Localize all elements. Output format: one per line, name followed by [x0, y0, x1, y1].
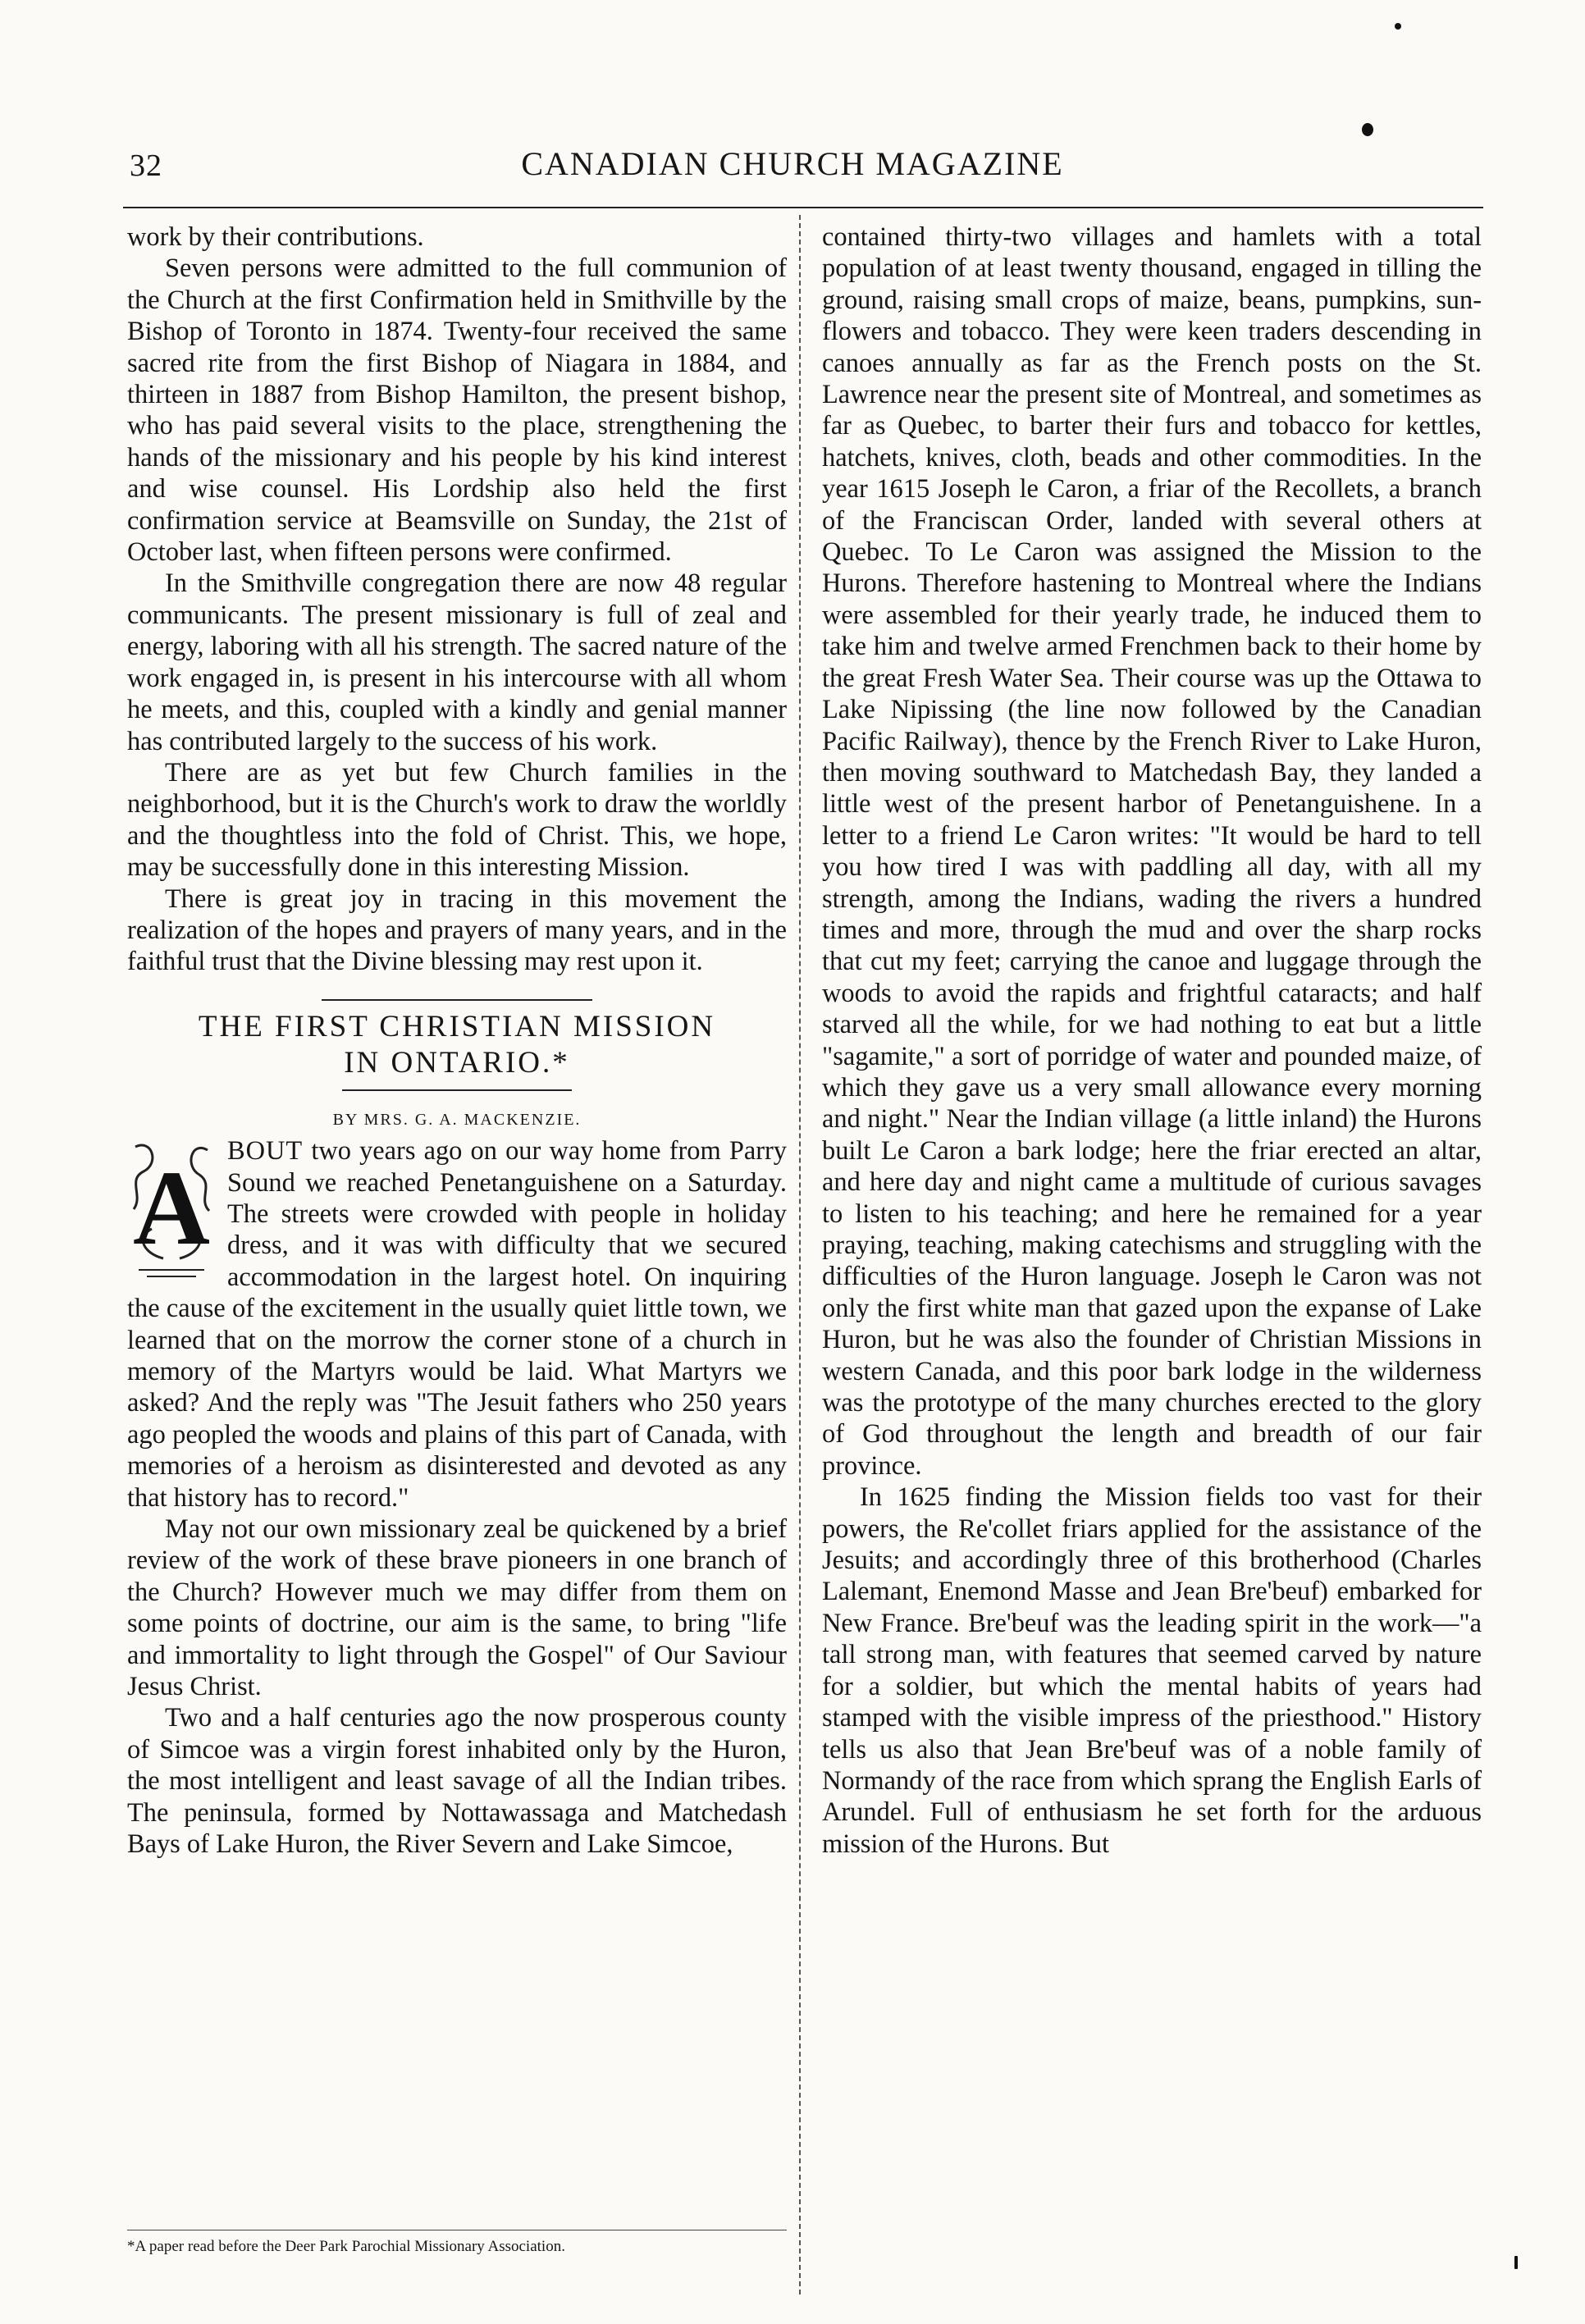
- article-title-line1: THE FIRST CHRISTIAN MISSION: [198, 1009, 716, 1043]
- paragraph: There is great joy in tracing in this movement the realization of the hopes and prayers of many years, and in the faithful trust that the Divine blessing may rest upon it.: [127, 883, 787, 977]
- lead-paragraph-text: two years ago on our way home from Parry Sound we reached Penetanguishene on a Saturday. The streets were crowded with people in holiday dress, and it was with difficulty that we secured accommodation in the largest hotel. On inquiring the cause of the excitement in the usually quiet little town, we learned that on the morrow the corner stone of a church in memory of the Martyrs would be laid. What Martyrs we asked? And the reply was "The Jesuit fathers who 250 years ago peopled the woods and plains of this part of Canada, with memories of a heroism as disinterested and devoted as any that history has to record.": [127, 1136, 787, 1513]
- ink-dot-header: [1362, 123, 1373, 136]
- running-head: CANADIAN CHURCH MAGAZINE: [521, 145, 1064, 182]
- dropcap-letter: A: [133, 1149, 210, 1268]
- column-divider: [799, 215, 801, 2294]
- paragraph: Two and a half centuries ago the now prosperous county of Simcoe was a virgin forest inhabited only by the Huron, the most intelligent and least savage of all the Indian tribes. The peninsula, formed by Nottawassaga and Matchedash Bays of Lake Huron, the River Severn and Lake Simcoe,: [127, 1703, 787, 1860]
- title-rule: [342, 1089, 572, 1091]
- paragraph: May not our own missionary zeal be quickened by a brief review of the work of these brave pioneers in one branch of the Church? However much we may differ from them on some points of doctrine, our aim is the same, to bring "life and immortality to light through the Gospel" of Our Saviour Jesus Christ.: [127, 1514, 787, 1702]
- paragraph: Seven persons were admitted to the full communion of the Church at the first Confirmation held in Smithville by the Bishop of Toronto in 1874. Twenty-four received the same sacred rite from the first Bishop of Niagara in 1884, and thirteen in 1887 from Bishop Hamilton, the present bishop, who has paid several visits to the place, strengthening the hands of the missionary and his people by his kind interest and wise counsel. His Lordship also held the first confirmation service at Beamsville on Sunday, the 21st of October last, when fifteen persons were confirmed.: [127, 253, 787, 568]
- paragraph: There are as yet but few Church families in the neighborhood, but it is the Church's work to draw the worldly and the thoughtless into the fold of Christ. This, we hope, may be successfully done in this interesting Mission.: [127, 757, 787, 883]
- dropcap-ornament: [127, 1139, 216, 1283]
- paragraph: In 1625 finding the Mission fields too vast for their powers, the Re'collet friars applied for the assistance of the Jesuits; and accordingly three of this brotherhood (Charles Lalemant, Enemond Masse and Jean Bre'beuf) embarked for New France. Bre'beuf was the leading spirit in the work—"a tall strong man, with features that seemed carved by nature for a soldier, but which the mental habits of years had stamped with the visible impress of the priesthood." History tells us also that Jean Bre'beuf was of a noble family of Normandy of the race from which sprang the English Earls of Arundel. Full of enthusiasm he set forth for the arduous mission of the Hurons. But: [822, 1482, 1482, 1859]
- ink-mark-bottom: [1514, 2256, 1518, 2269]
- ink-dot-top: [1395, 23, 1401, 30]
- header-rule: [123, 207, 1483, 208]
- lead-word: BOUT: [227, 1136, 304, 1167]
- paragraph: In the Smithville congregation there are now 48 regular communicants. The present missionary is full of zeal and energy, laboring with all his strength. The sacred nature of the work engaged in, is present in his intercourse with all whom he meets, and this, coupled with a kindly and genial manner has contributed largely to the success of his work.: [127, 568, 787, 756]
- left-column: [127, 221, 787, 1861]
- page-number: 32: [130, 148, 162, 183]
- section-rule: [322, 999, 592, 1001]
- article-title-line2: IN ONTARIO.*: [344, 1045, 570, 1080]
- paragraph: [127, 1135, 787, 1514]
- footnote: *A paper read before the Deer Park Parochial Missionary Association.: [127, 2230, 787, 2256]
- byline: BY MRS. G. A. MACKENZIE.: [332, 1110, 582, 1129]
- paragraph: work by their contributions.: [127, 222, 424, 252]
- right-column: [822, 221, 1482, 1860]
- paragraph: contained thirty-two villages and hamlets with a total population of at least twenty thousand, engaged in tilling the ground, raising small crops of maize, beans, pumpkins, sun-flowers and tobacco. They were keen traders descending in canoes annually as far as the French posts on the St. Lawrence near the present site of Montreal, and sometimes as far as Quebec, to barter their furs and tobacco for kettles, hatchets, knives, cloth, beads and other commodities. In the year 1615 Joseph le Caron, a friar of the Recollets, a branch of the Franciscan Order, landed with several others at Quebec. To Le Caron was assigned the Mission to the Hurons. Therefore hastening to Montreal where the Indians were assembled for their yearly trade, he induced them to take him and twelve armed Frenchmen back to their home by the great Fresh Water Sea. Their course was up the Ottawa to Lake Nipissing (the line now followed by the Canadian Pacific Railway), thence by the French River to Lake Huron, then moving southward to Matchedash Bay, they landed a little west of the present harbor of Penetanguishene. In a letter to a friend Le Caron writes: "It would be hard to tell you how tired I was with paddling all day, with all my strength, among the Indians, wading the rivers a hundred times and more, through the mud and over the sharp rocks that cut my feet; carrying the canoe and luggage through the woods to avoid the rapids and frightful cataracts; and half starved all the while, for we had nothing to eat but a little "sagamite," a sort of porridge of water and pounded maize, of which they gave us a very small allowance every morning and night." Near the Indian village (a little inland) the Hurons built Le Caron a bark lodge; here the friar erected an altar, and here day and night came a multitude of curious savages to listen to his teaching; and here he remained for a year praying, teaching, making catechisms and struggling with the difficulties of the Huron language. Joseph le Caron was not only the first white man that gazed upon the expanse of Lake Huron, but he was also the founder of Christian Missions in western Canada, and this poor bark lodge in the wilderness was the prototype of the many churches erected to the glory of God throughout the length and breadth of our fair province.: [822, 222, 1482, 1481]
